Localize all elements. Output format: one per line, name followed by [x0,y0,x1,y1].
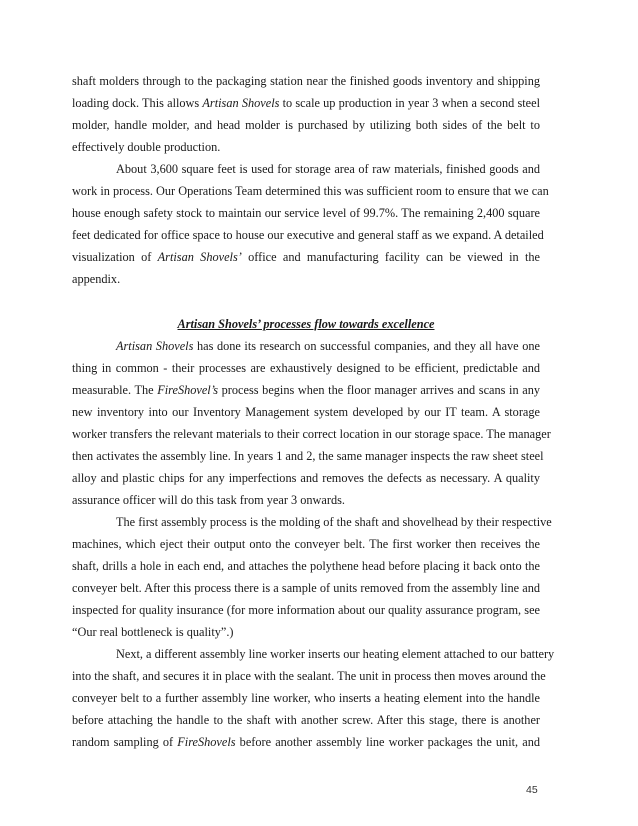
text-line: conveyer belt to a further assembly line worker, who inserts a heating element into the handle [72,691,540,706]
text-line: measurable. The FireShovel’s process begins when the floor manager arrives and scans in any [72,382,541,397]
text-line: effectively double production. [72,140,221,155]
text-line: into the shaft, and secures it in place with the sealant. The unit in process then moves around the [72,669,546,684]
text-line: then activates the assembly line. In years 1 and 2, the same manager inspects the raw sheet steel [72,448,544,463]
text-line: house enough safety stock to maintain our service level of 99.7%. The remaining 2,400 square [72,206,540,221]
text-line: inspected for quality insurance (for more information about our quality assurance program, see [72,603,540,618]
text-line: conveyer belt. After this process there is a sample of units removed from the assembly line and [72,581,540,596]
text-line: appendix. [72,272,121,287]
text-line: shaft, drills a hole in each end, and attaches the polythene head before placing it back onto the [72,559,540,574]
text-line: Next, a different assembly line worker inserts our heating element attached to our battery [116,647,555,662]
text-line: “Our real bottleneck is quality”.) [72,625,234,640]
text-line: Artisan Shovels has done its research on successful companies, and they all have one [116,338,540,353]
text-line: visualization of Artisan Shovels’ office and manufacturing facility can be viewed in the [72,250,540,265]
text-line: assurance officer will do this task from year 3 onwards. [72,492,345,507]
section-heading: Artisan Shovels’ processes flow towards excellence [177,316,435,331]
text-line: thing in common - their processes are exhaustively designed to be efficient, predictable and [72,360,540,375]
text-line: The first assembly process is the molding of the shaft and shovelhead by their respective [116,514,552,529]
text-line: worker transfers the relevant materials to their correct location in our storage space. The manager [72,426,551,441]
text-line: alloy and plastic chips for any imperfections and removes the defects as necessary. A quality [72,470,540,485]
text-line: new inventory into our Inventory Management system developed by our IT team. A storage [72,404,540,419]
text-line: random sampling of FireShovels before another assembly line worker packages the unit, and [72,735,540,750]
body-text [72,70,555,753]
text-line: shaft molders through to the packaging station near the finished goods inventory and shipping [72,74,540,88]
blank-line [72,290,540,312]
text-line: feet dedicated for office space to house our executive and general staff as we expand. A detailed [72,228,544,243]
text-line: loading dock. This allows Artisan Shovels to scale up production in year 3 when a second steel [72,96,540,111]
text-line: work in process. Our Operations Team determined this was sufficient room to ensure that we can [72,184,549,199]
page-number: 45 [526,784,538,796]
text-line: About 3,600 square feet is used for storage area of raw materials, finished goods and [116,162,540,177]
text-line: molder, handle molder, and head molder is purchased by utilizing both sides of the belt to [72,118,540,133]
text-line: machines, which eject their output onto the conveyer belt. The first worker then receives the [72,536,540,551]
text-line: before attaching the handle to the shaft with another screw. After this stage, there is another [72,713,540,728]
